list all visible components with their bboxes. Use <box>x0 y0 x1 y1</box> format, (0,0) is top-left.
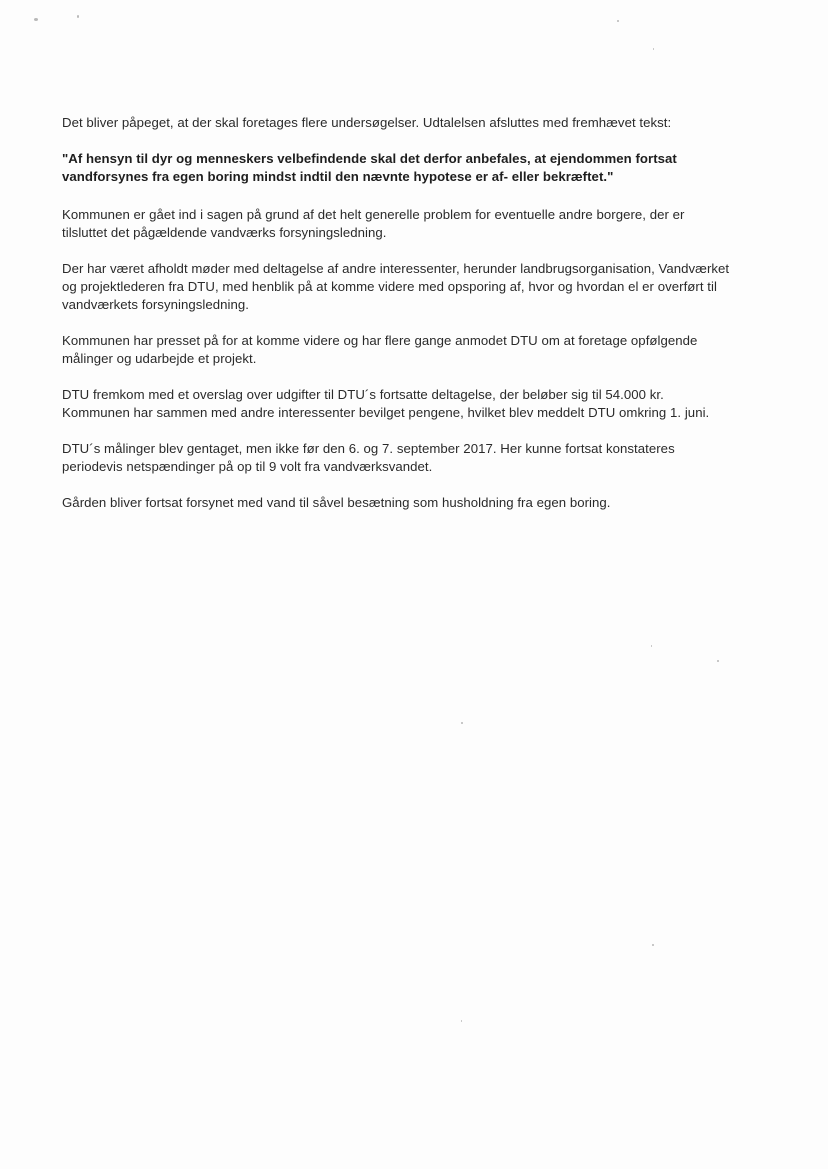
scan-speck <box>651 645 652 647</box>
paragraph-cost-estimate: DTU fremkom med et overslag over udgifter til DTU´s fortsatte deltagelse, der beløber sig til 54.000 kr. Kommunen har sammen med andre interessenter bevilget pengene, hvilket blev meddelt DTU omkring 1. juni. <box>62 387 710 420</box>
paragraph-farm-supply: Gården bliver fortsat forsynet med vand til såvel besætning som husholdning fra egen boring. <box>62 495 611 510</box>
paragraph-pressure-on-dtu: Kommunen har presset på for at komme videre og har flere gange anmodet DTU om at foretage opfølgende målinger og udarbejde et projekt. <box>62 333 698 366</box>
scan-speck <box>653 48 654 50</box>
scan-speck <box>652 944 654 946</box>
paragraph-meetings: Der har været afholdt møder med deltagelse af andre interessenter, herunder landbrugsorganisation, Vandværket og projektlederen fra DTU, med henblik på at komme videre med opsporing af, hvor og hvordan el er overført til vandværkets forsyningsledning. <box>62 261 730 312</box>
scan-speck <box>461 1020 462 1022</box>
scan-speck <box>461 722 463 724</box>
paragraph-quote-highlighted: "Af hensyn til dyr og menneskers velbefindende skal det derfor anbefales, at ejendommen fortsat vandforsynes fra egen boring mindst indtil den nævnte hypotese er af- eller bekræftet." <box>62 151 677 184</box>
paragraph-measurements: DTU´s målinger blev gentaget, men ikke før den 6. og 7. september 2017. Her kunne fortsat konstateres periodevis netspændinger på op til 9 volt fra vandværksvandet. <box>62 441 675 474</box>
scan-speck <box>34 18 38 21</box>
paragraph-intro: Det bliver påpeget, at der skal foretages flere undersøgelser. Udtalelsen afsluttes med fremhævet tekst: <box>62 115 672 130</box>
paragraph-municipality-involvement: Kommunen er gået ind i sagen på grund af det helt generelle problem for eventuelle andre borgere, der er tilsluttet det pågældende vandværks forsyningsledning. <box>62 207 685 240</box>
scan-speck <box>717 660 719 662</box>
document-body <box>62 114 732 530</box>
scan-speck <box>617 20 619 22</box>
scan-speck <box>77 15 79 18</box>
